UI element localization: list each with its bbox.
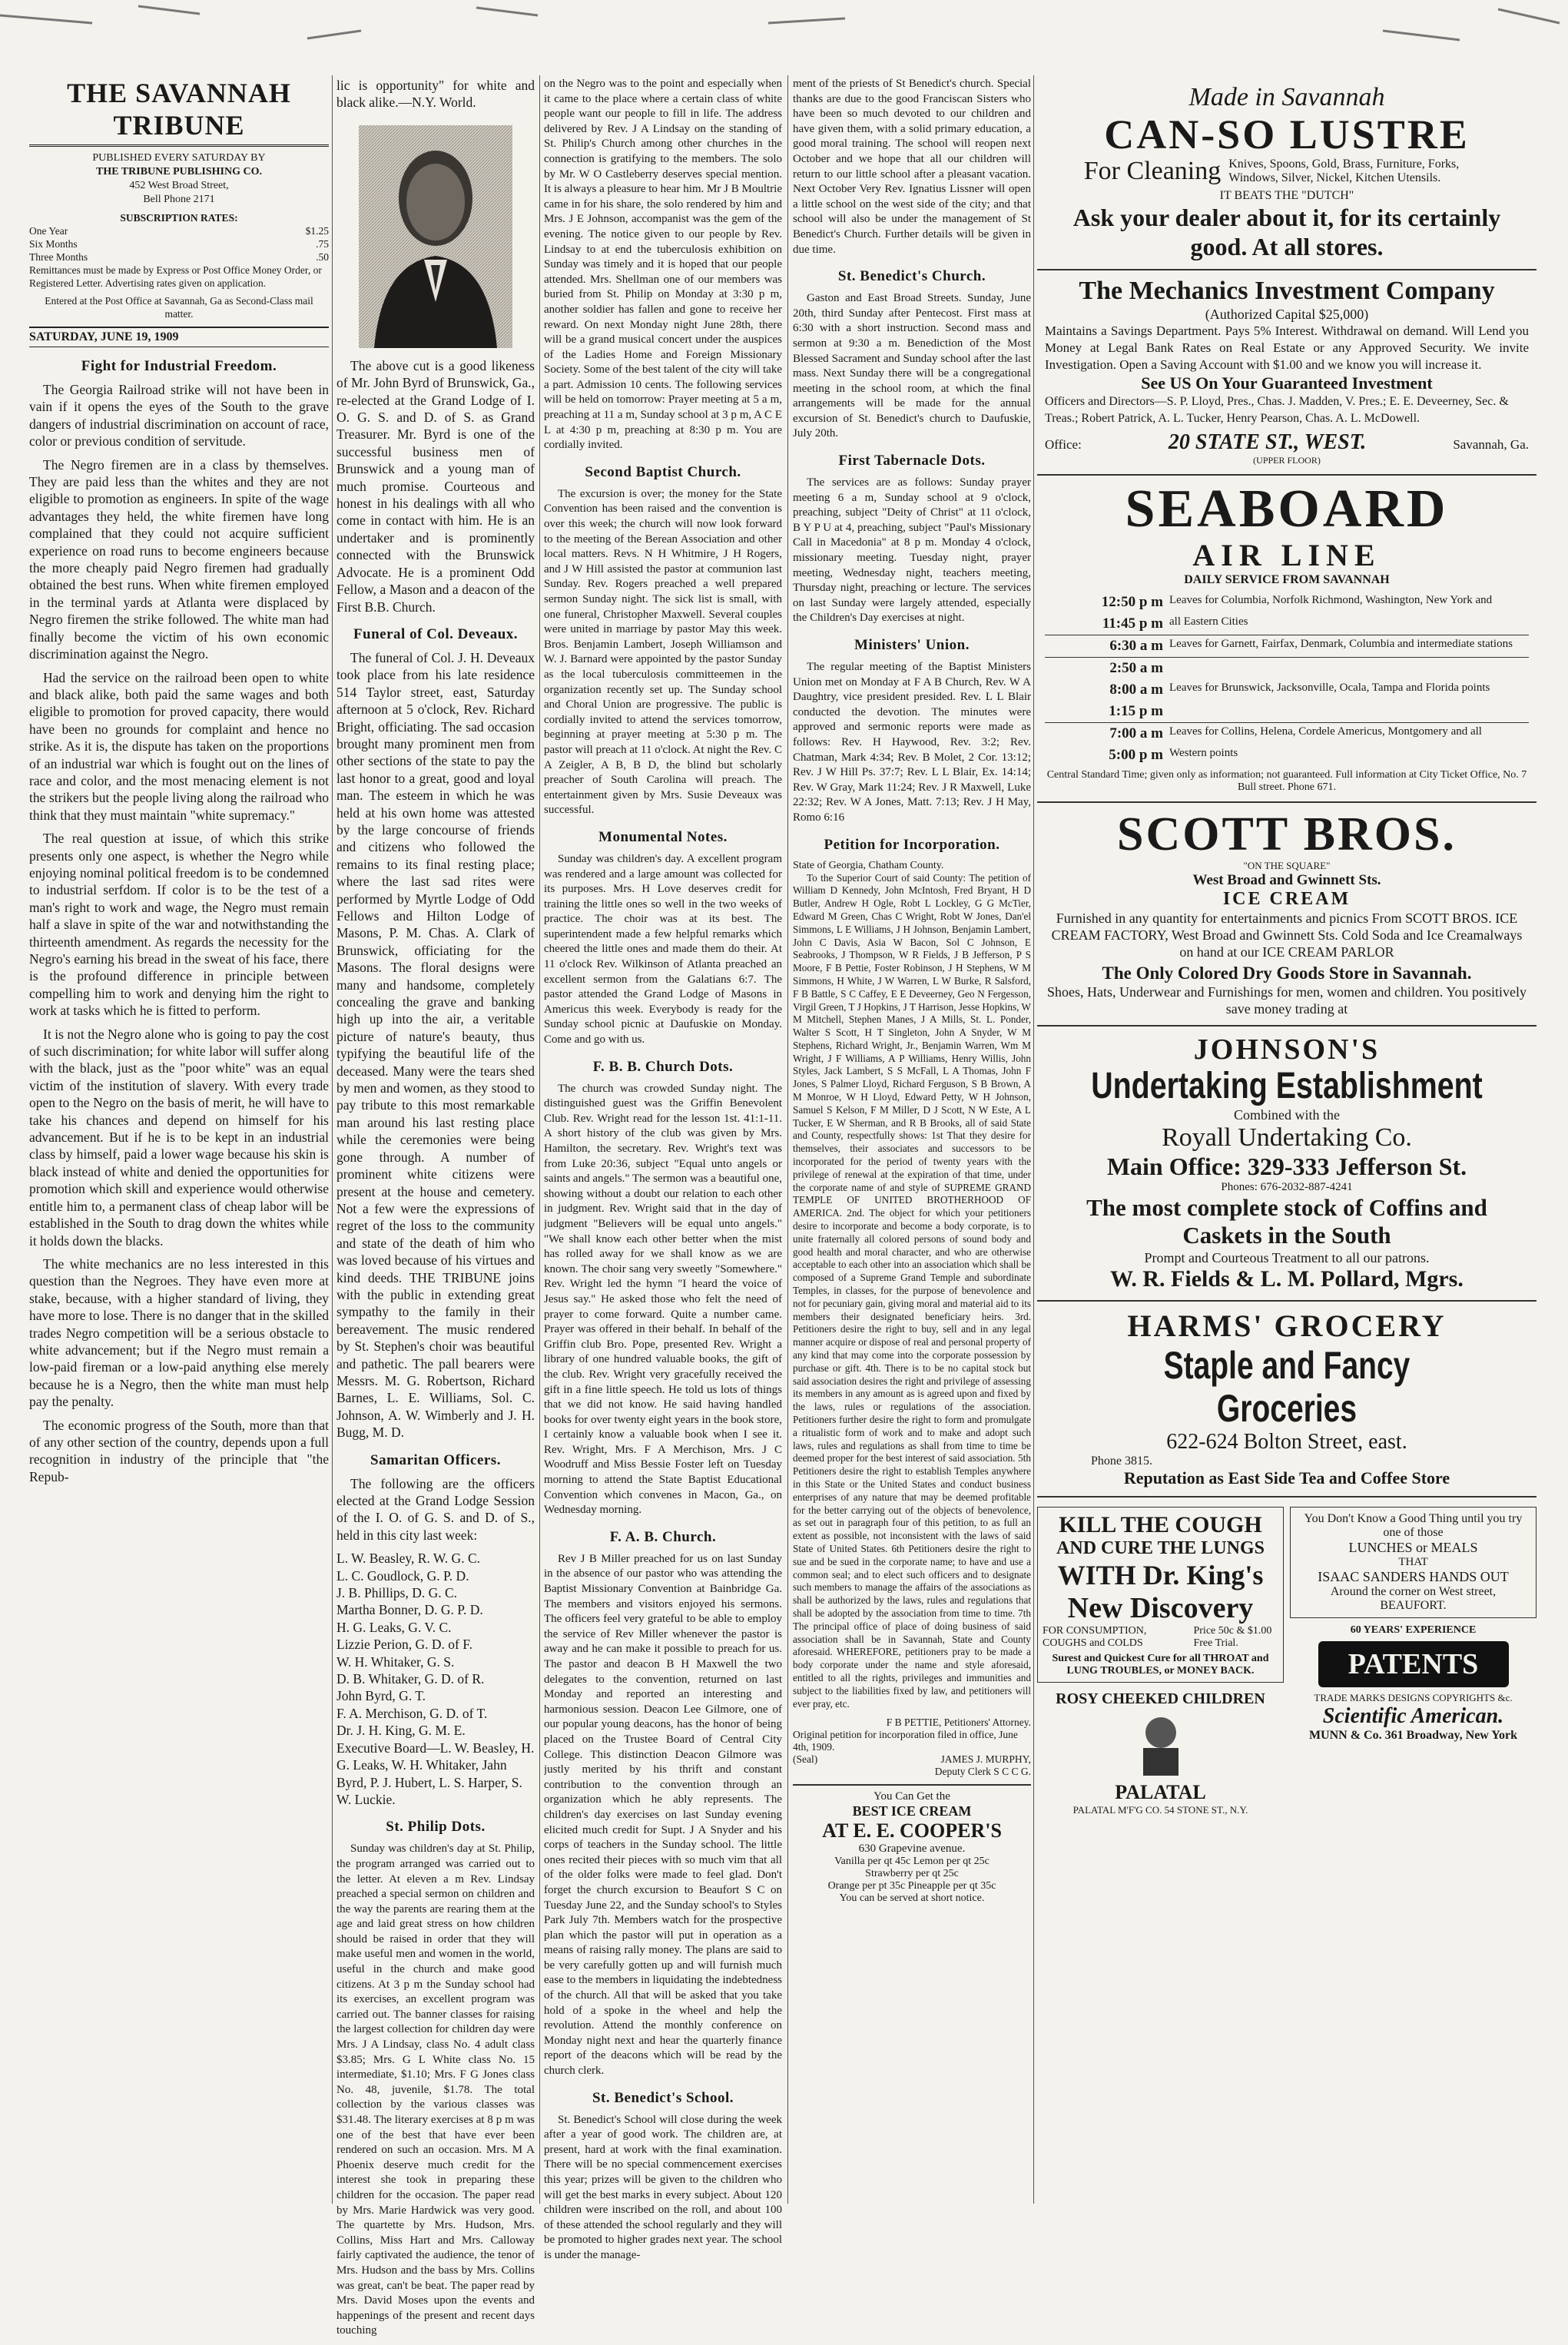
table-row (1045, 745, 1529, 766)
portrait-caption: The above cut is a good likeness of Mr. John Byrd of Brunswick, Ga., re-elected at the Grand Lodge of I. O. G. S. and D. of S. as Grand Treasurer. Mr. Byrd is one of the successful business men of Brunswick and a young man of much promise. Courteous and honest in his dealings with all who come in contact with him. He is an undertaker and is prominently connected with the Brunswick Advocate. He is a prominent Odd Fellow, a Mason and a deacon of the First B.B. Church. (336, 357, 535, 615)
ad-line: DAILY SERVICE FROM SAVANNAH (1184, 573, 1390, 586)
ad-line: Phone 3815. (1091, 1454, 1152, 1468)
ad-line: Around the corner on West street, (1330, 1585, 1497, 1598)
article-paragraph: The white mechanics are no less interested in this question than the Negroes. They have even more at stake, because, with a higher standard of living, they have more to lose. There is no danger that in the skilled trades Negro competition will be a serious obstacle to white advancement; but if the Negro must remain a low-paid fireman or a low-paid anything else merely because he is a Negro, then the white man must help pay the penalty. (29, 1255, 329, 1410)
table-row (1045, 679, 1529, 701)
table-row (1045, 635, 1529, 658)
children-illustration (1126, 1708, 1195, 1777)
ad-line: Savannah, Ga. (1453, 437, 1529, 452)
petition-state: State of Georgia, Chatham County. (793, 859, 944, 871)
headline-second-baptist: Second Baptist Church. (585, 463, 741, 480)
ad-line: (UPPER FLOOR) (1253, 455, 1321, 466)
ad-title: SEABOARD (1125, 479, 1449, 539)
rate-term: Three Months (29, 251, 88, 263)
article-paragraph: Rev J B Miller preached for us on last Sunday in the absence of our pastor who was attending the Baptist Missionary Convention at Bainbridge Ga. The members and visitors enjoyed his sermons. The officers feel very grateful to be able to employ the service of Rev Miller whenever the pastor is away and he can make it possible to preach for us. The pastor and deacon B H Maxwell the two delegates to the convention, returned on last Monday and reported an interesting and harmonious session. Deacon Lee Gilmore, one of our popular young deacons, has the honor of being placed on the Trustee Board of Central City College. This distinction Deacon Gilmore was justly merited by his thrift and constant contribution to the convention through an organization which he ably represents. The children's day exercises on last Sunday evening elicited much credit for Supt. J A Snyder and his corps of teachers in the Sunday school. The little ones recited their pieces with so much vim that all of the older folks were made to feel glad. Don't forget the church excursion to Beaufort S C on Tuesday June 22, and the Sunday school's to Styles Park July 7th. Members watch for the prospective plan which the pastor will put in operation as a means of raising rally money. The plans are said to be very carefully gotten up and will furnish much ease to the members in liquidating the indebtedness of the church. All that will be asked that you take hold of a spoke in the wheel and help the revolution. Attend the monthly conference on Monday night next and hear the quarterly finance report of the deacons which will be read by the church clerk. (544, 1552, 782, 2078)
officer-list (336, 1550, 535, 1808)
headline-samaritan: Samaritan Officers. (370, 1451, 501, 1468)
ad-line: Phones: 676-2032-887-4241 (1221, 1181, 1353, 1193)
ad-line: THAT (1398, 1556, 1428, 1568)
cooper-line: BEST ICE CREAM (852, 1803, 972, 1819)
small-ads-row (1037, 1498, 1537, 1816)
article-paragraph: St. Benedict's School will close during the week after a year of good work. The children are, at present, hard at work with the final examination. There will be no special commencement exercises this year; prizes will be given to the children who will get the best marks in every subject. About 120 children were inscribed on the roll, and about 100 of these attended the school regularly and they will be promoted to higher grades next year. The school is under the manage- (544, 2113, 782, 2261)
schedule-dest: Leaves for Columbia, Norfolk Richmond, Washington, New York and (1169, 594, 1493, 606)
article-paragraph: Sunday was children's day. A excellent program was rendered and a large amount was collected for its purposes. Mrs. H Love deserves credit for training the little ones so well in the two weeks of practice. The choir was at its best. The superintendent made a few helpful remarks which cheered the little ones and made them do their. At 11 o'clock Rev. Wilkinson of Atlanta preached an excellent sermon from the Galatians 6:7. The pastor attended the Grand Lodge of Masons in Americus this week. Everybody is ready for the Sunday school picnic at Daufuskie on Monday. Come and go with us. (544, 852, 782, 1046)
table-row (1045, 613, 1529, 635)
article-paragraph: It is not the Negro alone who is going to pay the cost of such discrimination; for white labor will suffer along with the black, just as the "poor white" was an equal victim of the institution of slavery. With every trade open to the Negro on the basis of merit, he will have to take his chances and depend on himself for his advancement. But if he is to be kept in an industrial class by himself, paid a lower wage because his skin is black instead of white and denied the opportunities for promotion which skill and experience would otherwise entitle him to, a permanent class of cheap labor will be established in the South to drag down the whites while it holds down the blacks. (29, 1026, 329, 1249)
petition-text: To the Superior Court of said County: The petition of William D Kennedy, John McIntosh, Fred Bryant, H D Butler, Andrew H Ogle, Robt L Lockley, G G McTier, Edward M Green, Chas C Wright, Robt W Jones, Dan'el Simmons, L E Williams, J H Johnson, Benjamin Lambert, John C Davis, Asia W Bacon, Sol C Johnson, E Seabrooks, J Thompson, W R Fields, J B Jefferson, P S Moore, F B Pettie, Foster Robinson, J H Stephens, W M Simmons, H White, J W Warren, L W Burke, R Salsford, F B Battle, S C Caffey, E E Deveerney, Geo N Fergesson, Virgil Green, T J Hopkins, J T Harrison, Jesse Hopkins, W M Mitchell, Stephen Manes, J A Mills, St. L. Ponder, Walter S Scott, H T Singleton, John A Snyder, W M Stephens, Richard Wright, Jr., Benjamin Warren, Wm M Wright, J F Williams, A P Williams, Henry Willis, John Styles, Jack Lambert, S S McFall, L A Thomas, John F Jones, S Palmer Lloyd, Richard Ferguson, S B Brown, A M Monroe, W H Lloyd, Edward Petty, W H Johnson, Samuel S Kelson, F M Miller, D J Scott, N W Este, A L Tucker, E W Sherman, and R B Brooks, all of said State and County, respectfully shows: 1st That they desire for themselves, their associates and successors to be incorporated for the period of twenty years with the privilege of renewal at the expiration of that time, under the corporate name of and style of SUPREME GRAND TEMPLE OF UNITED BROTHERHOOD OF AMERICA. 2nd. The object for which your petitioners desire to incorporate and become a body corporate, is to unite fraternally all colored persons of sound body and good health and moral character, and who are otherwise acceptable to each other into an association which shall be composed of a Supreme Grand Temple and subordinate Temples, in classes, for the purpose of benevolence and not for pecuniary gain, giving moral and material aid to its members their designated beneficiary heirs. 3rd. Petitioners desire the right to buy, sell and in any legal manner acquire or dispose of real and personal property of any kind that may come into the corporate possession by purchase or gift. 4th. There is to be no capital stock but said association desires the right and privilege of assessing its members in any amount as is agreed upon and fixed by the laws, rules or regulations of the association. Petitioners further desire the right to form and promulgate a ritualistic form of work and to make and adopt such laws, rules and regulations as shall from time to time be deemed proper for the best interest of said association. 5th Petitioners desire the right to establish Temples anywhere in this State or the United States and conduct business enterprises of any nature that may be deemed profitable for the better carrying out of the objects of benevolence, as set out in paragraph four of this petition, to as full an extent as possible, not inconsistent with the laws of said State of United States. 6th Petitioners desire the right to sue and be sued in the corporate name; to have and use a common seal; and to elect such officers and to designate such members to manage the affairs of the associations as shall be authorized by the laws, rules and regulations that shall be adopted by the association from time to time. 7th The principal office of place of doing business of said association shall be in Savannah, State and County aforesaid. WHEREFORE, petitioners pray to be made a body corporate under the name and style aforesaid, entitled to all the rights, privileges and immunities and subject to the liabilities fixed by law, and petitioners will ever pray, etc. (793, 871, 1031, 1710)
schedule-dest: Leaves for Brunswick, Jacksonville, Ocala, Tampa and Florida points (1169, 682, 1490, 694)
ad-title: New Discovery (1067, 1592, 1254, 1624)
ad-line: BEAUFORT. (1380, 1599, 1447, 1612)
list-item: D. B. Whitaker, G. D. of R. (336, 1671, 485, 1687)
table-row (1045, 658, 1529, 680)
cooper-line: You can be served at short notice. (839, 1892, 985, 1905)
harms-grocery-ad (1037, 1302, 1537, 1498)
subscription-rates (29, 211, 329, 320)
ad-line: Shoes, Hats, Underwear and Furnishings for men, women and children. You positively save money trading at (1047, 984, 1527, 1017)
ad-line: Knives, Spoons, Gold, Brass, Furniture, Forks, Windows, Silver, Nickel, Kitchen Utensils. (1228, 158, 1460, 184)
headline-fab-church: F. A. B. Church. (609, 1528, 717, 1545)
table-row (1045, 701, 1529, 723)
ad-line: FOR CONSUMPTION, COUGHS and COLDS (1043, 1625, 1147, 1649)
ad-line: AIR LINE (1192, 538, 1381, 572)
mechanics-investment-ad (1037, 270, 1537, 476)
list-item: W. H. Whitaker, G. S. (336, 1653, 455, 1670)
list-item: F. A. Merchison, G. D. of T. (336, 1705, 488, 1721)
ad-title: CAN-SO LUSTRE (1104, 111, 1470, 158)
headline-monumental: Monumental Notes. (598, 828, 728, 845)
list-item: Lizzie Perion, G. D. of F. (336, 1637, 472, 1653)
ad-line: AND CURE THE LUNGS (1056, 1538, 1265, 1558)
ad-line: (Authorized Capital $25,000) (1205, 307, 1369, 322)
ad-line: LUNCHES or MEALS (1348, 1540, 1478, 1555)
list-item: Martha Bonner, D. G. P. D. (336, 1602, 483, 1618)
article-paragraph: The following are the officers elected at the Grand Lodge Session of the I. O. of G. S. and D. of S., held in this city last week: (336, 1475, 535, 1543)
list-item: J. B. Phillips, D. G. C. (336, 1585, 458, 1601)
ad-title: SCOTT BROS. (1117, 808, 1457, 861)
article-paragraph: Had the service on the railroad been open to white and black alike, both paid the same wages and both eligible to promotion for proved capacity, there would have been no grounds for complaint and hence no strike. As it is, the dispute has taken on the proportions of an industrial war which is fought out on the lines of race and color, and the most menacing element is not the strikers but the people living along the railroad who think that they must maintain "white supremacy." (29, 669, 329, 823)
headline-funeral: Funeral of Col. Deveaux. (353, 625, 519, 642)
ad-line: Office: (1045, 437, 1082, 452)
schedule-time: 7:00 a m (1109, 725, 1163, 741)
ad-title: HARMS' GROCERY (1127, 1308, 1447, 1343)
entered-note: Entered at the Post Office at Savannah, Ga as Second-Class mail matter. (45, 295, 313, 320)
seaboard-air-line-ad (1037, 476, 1537, 803)
schedule-dest (1166, 658, 1529, 680)
petition-attorney: F B PETTIE, Petitioners' Attorney. (886, 1716, 1031, 1729)
remittance-note: Remittances must be made by Express or Post Office Money Order, or Registered Letter. Advertising rates given on application. (29, 264, 322, 289)
cooper-line: You Can Get the (874, 1790, 950, 1803)
schedule-time: 1:15 p m (1109, 703, 1163, 719)
ad-line: Main Office: 329-333 Jefferson St. (1106, 1153, 1467, 1180)
ad-line: "ON THE SQUARE" (1243, 860, 1331, 871)
column-rule (1033, 75, 1034, 2204)
article-paragraph: The real question at issue, of which this strike presents only one aspect, is whether the Negro while enjoying nominal political freedom is to be condemned to industrial serfdom. If color is to be the test of a man's right to work and wage, the Negro must remain half a slave in spite of the war and notwithstanding the thirteenth amendment. As regards the necessity for the Negro's earning his bread in the sweat of his face, there is the profound difference in principle between compelling him to work and denying him the right to work at tasks which he is fitted to perform. (29, 831, 329, 1019)
johnsons-undertaking-ad (1037, 1027, 1537, 1302)
ad-line: MUNN & Co. 361 Broadway, New York (1308, 1729, 1518, 1742)
list-item: L. C. Goudlock, G. P. D. (336, 1567, 469, 1584)
ad-line: Scientific American. (1322, 1704, 1504, 1728)
list-item: John Byrd, G. T. (336, 1688, 426, 1704)
masthead-title: THE SAVANNAH TRIBUNE (29, 77, 329, 147)
cooper-name: AT E. E. COOPER'S (822, 1819, 1002, 1842)
list-item: Dr. J. H. King, G. M. E. (336, 1723, 466, 1739)
sanders-and-patents-ads (1290, 1502, 1537, 1816)
ad-line: Surest and Quickest Cure for all THROAT and LUNG TROUBLES, or MONEY BACK. (1052, 1653, 1269, 1677)
published-line: PUBLISHED EVERY SATURDAY BY (92, 152, 266, 164)
schedule-time: 5:00 p m (1109, 747, 1163, 763)
ad-line: You Don't Know a Good Thing until you try one of those (1304, 1512, 1523, 1539)
ad-title: JOHNSON'S (1193, 1033, 1381, 1066)
schedule-dest: Leaves for Garnett, Fairfax, Denmark, Columbia and intermediate stations (1169, 638, 1513, 650)
ad-line: West Broad and Gwinnett Sts. (1192, 872, 1381, 888)
ad-line: Price 50c & $1.00 Free Trial. (1193, 1625, 1272, 1649)
list-item: H. G. Leaks, G. V. C. (336, 1619, 452, 1635)
page-top-edge (0, 0, 1568, 75)
ad-line: Prompt and Courteous Treatment to all our patrons. (1144, 1250, 1430, 1265)
ad-title: PATENTS (1318, 1641, 1509, 1687)
publisher-address: 452 West Broad Street, (129, 180, 229, 191)
schedule-time: 2:50 a m (1109, 660, 1163, 676)
column-1 (29, 77, 329, 1491)
list-item: L. W. Beasley, R. W. G. C. (336, 1551, 480, 1567)
article-paragraph: The Negro firemen are in a class by themselves. They are paid less than the whites and they are not eligible to promotion as engineers. In spite of the wage advantages they held, the white firemen have long complained that they could not acquire sufficient experience on road runs to become engineers because the more cheaply paid Negro firemen had gradually obtained the best runs. When white firemen employed in the terminal yards at Atlanta were displaced by Negro firemen the strike followed. The white man had finally become the victim of his own economic discrimination against the Negro. (29, 456, 329, 662)
article-paragraph: The church was crowded Sunday night. The distinguished guest was the Griffin Benevolent Club. Rev. Wright read for the lesson 1st. 41:1-11. A short history of the club was given by Mrs. Hamilton, the secretary. Rev. Wright's text was from Luke 20:36, subject "Equal unto angels or saints and angels." The sermon was a beautiful one, showing without a doubt our relation to each other in judgment. Rev. Wright said that in the day of judgment "Believers will be equal unto angels." "We shall know each other better when the mist has rolled away for we shall know as we are known. The choir sang very sweetly "Somewhere." Rev. Wright led the hymn "I heard the voice of Jesus say." He asked those who felt the need of prayer to come forward. Quite a number came. Prayer was offered in their behalf. In behalf of the Griffin club Bro. Pope, presented Rev. Wright a library of one hundred valuable books, the gift of the club. Rev. Wright very gracefully received the gift in a fine little speech. He told us lots of things that we did not know. He said having handled books for over twenty eight years in the book store, I certainly know a valuable book when I see it. Rev. Wright, Mrs. F A Merchison, Mrs. J C Woodruff and Miss Bessie Foster left on Tuesday morning to attend the State Baptist Educational Convention which convenes in Macon, Ga., on Wednesday morning. (544, 1082, 782, 1517)
ad-line: 20 STATE ST., WEST. (1168, 430, 1367, 454)
ad-line: The most complete stock of Coffins and Caskets in the South (1086, 1194, 1487, 1249)
article-paragraph: The excursion is over; the money for the State Convention has been raised and the convention is over this week; the church will now look forward to the meeting of the Berean Association and other local matters. Revs. N H Whitmire, J H Rogers, and J W Hill assisted the pastor at communion last Sunday. Rev. Rogers preached a well prepared sermon Sunday night. The sick list is small, with one funeral, Christopher Maxwell. Several couples were united in marriage by pastor May this week. Bros. Benjamin Lambert, Joseph Williamson and W. J. Barnard were appointed by the pastor Sunday as the local tuberculosis committeemen in the organization recently set up. The Sunday school and Choral Union are progressive. The public is cordially invited to attend the services tomorrow, beginning at prayer meeting at 5:30 p m. The pastor will preach at 11 o'clock. At night the Rev. C A Zeigler, A B, B D, the blind but scholarly preacher of South Carolina will preach. The entertainment given by Mrs. Susie Deveaux was successful. (544, 487, 782, 817)
ad-line: See US On Your Guaranteed Investment (1141, 373, 1433, 393)
seal-label: (Seal) (793, 1753, 818, 1766)
rate-row (29, 237, 329, 250)
ad-line: KILL THE COUGH (1059, 1512, 1262, 1537)
headline-first-tabernacle: First Tabernacle Dots. (838, 453, 986, 469)
schedule-dest: Leaves for Collins, Helena, Cordele Americus, Montgomery and all (1169, 725, 1482, 738)
advertisement-column (1037, 77, 1537, 1816)
headline-st-benedict-school: St. Benedict's School. (592, 2089, 734, 2106)
ad-line: IT BEATS THE "DUTCH" (1219, 189, 1354, 202)
portrait-john-byrd (359, 125, 512, 348)
headline-ministers-union: Ministers' Union. (854, 637, 970, 653)
ad-line: The Only Colored Dry Goods Store in Savannah. (1102, 964, 1472, 983)
article-paragraph: The regular meeting of the Baptist Ministers Union met on Monday at F A B Church, Rev. W A Daughtry, vice president presided. Rev. L L Blair conducted the devotion. The minutes were approved and sermonic reports were made as follows: Rev. H Haywood, Rev. 3:2; Rev. Chatman, Mark 4:34; Rev. B Molet, 2 Cor. 13:12; Rev. J W Hill Ps. 37:7; Rev. L L Blair, Ex. 14:14; Rev. W Gray, Mark 11:24; Rev. J R Maxwell, Luke 22:32; Rev. W A Jones, Matt. 7:13; Rev. J H May, Romo 6:16 (793, 661, 1031, 824)
ad-line: Officers and Directors—S. P. Lloyd, Pres., Chas. J. Madden, V. Pres.; E. E. Deveerney, Sec. & Treas.; Robert Patrick, A. L. Tucker, Henry Pearson, Chas. A. L. McDowell. (1045, 395, 1509, 425)
clerk-title: Deputy Clerk S C C G. (934, 1766, 1031, 1778)
ad-title: The Mechanics Investment Company (1079, 277, 1495, 305)
ad-line: W. R. Fields & L. M. Pollard, Mgrs. (1110, 1266, 1464, 1292)
ad-line: Combined with the (1234, 1107, 1340, 1123)
column-3 (544, 77, 782, 2270)
schedule-dest (1166, 701, 1529, 723)
headline-petition: Petition for Incorporation. (824, 836, 1000, 853)
ad-line: Staple and Fancy Groceries (1163, 1344, 1411, 1430)
canso-lustre-ad (1037, 77, 1537, 270)
column-2 (336, 77, 535, 2345)
ad-line: WITH Dr. King's (1057, 1560, 1264, 1590)
ad-line: For Cleaning (1083, 157, 1222, 185)
rates-heading: SUBSCRIPTION RATES: (120, 212, 238, 224)
article-continuation: lic is opportunity" for white and black alike.—N.Y. World. (336, 78, 535, 111)
column-rule (539, 75, 540, 2204)
article-paragraph: The economic progress of the South, more than that of any other section of the country, depends upon a full recognition in industry of the principle that "the Repub- (29, 1417, 329, 1484)
ad-line: Reputation as East Side Tea and Coffee Store (1123, 1468, 1450, 1488)
ad-line: ICE CREAM (1222, 889, 1351, 909)
headline-st-benedict-church: St. Benedict's Church. (837, 268, 986, 285)
table-row (1045, 723, 1529, 745)
article-paragraph: Sunday was children's day at St. Philip, the program arranged was carried out to the letter. At eleven a m Rev. Lindsay preached a special sermon on children and the way the parents are rearing them at the age and laid great stress on how children should be raised in order that they will make useful men and women in the world, useful in the church and make good citizens. At 3 p m the Sunday school had its exercises, an excellent program was carried out. The banner classes for raising the largest collection for children day were Mrs. J A Lindsay, class No. 4 adult class $3.85; Mrs. G L White class No. 15 intermediate, $1.10; Mrs. F G Jones class No. 48, juvenile, $1.78. The total collection by the various classes was $31.48. The literary exercises at 8 p m was one of the best that have ever been rendered on such an occasion. Mrs. M A Phoenix deserve much credit for the interest she took in preparing these children for the occasion. The paper read by Mrs. Marie Hardwick was very good. The quartette by Mrs. Hudson, Mrs. Collins, Miss Hart and Mrs. Calloway fairly captivated the audience, the tenor of Mrs. Hudson and the bass by Mrs. Collins was great, can't be beat. The paper read by Mrs. David Moses upon the events and happenings of the present and recent days touching (336, 1842, 535, 2337)
publisher-info (29, 151, 329, 207)
clerk-name: JAMES J. MURPHY, (940, 1753, 1031, 1766)
headline-industrial-freedom: Fight for Industrial Freedom. (81, 358, 277, 374)
rate-price: $1.25 (305, 225, 329, 237)
train-schedule (1045, 592, 1529, 766)
cooper-ad (793, 1784, 1031, 1905)
article-paragraph: The funeral of Col. J. H. Deveaux took place from his late residence 514 Taylor street, east, Saturday afternoon at 5 o'clock, Rev. Richard Bright, officiating. The sad occasion brought many prominent men from other sections of the state to pay the last honor to a great, good and loyal man. The esteem in which he was held at his own home was attested by the large concourse of friends and citizens who followed the remains to its final resting place; where the last sad rites were performed by Myrtle Lodge of Odd Fellows and Hilton Lodge of Masons, P. M. Chas. A. Clark of Brunswick, officiating for the Masons. The floral designs were many and handsome, completely concealing the grave and banking high up into the air, a veritable picture of nature's beauty, thus typifying the beautiful life of the deceased. Many were the tears shed by men and women, as they stood to pay tribute to this most remarkable man around his last resting place while the ceremonies were being gone through. A number of prominent white citizens were present at the house and cemetery. Not a few were the expressions of regret of the loss to the community and state of the death of him who was loved because of his virtues and kind deeds. THE TRIBUNE joins with the public in extending great sympathy to the family in their bereavement. The music rendered by St. Stephen's choir was beautiful and pathetic. The pall bearers were Messrs. M. G. Robertson, Richard Barnes, L. E. Williams, Sol. C. Johnson, A. W. Wimberly and J. H. Bugg, M. D. (336, 649, 535, 1441)
schedule-dest: all Eastern Cities (1169, 615, 1248, 628)
ad-line: Ask your dealer about it, for its certainly good. At all stores. (1072, 204, 1501, 260)
ad-line: 622-624 Bolton Street, east. (1166, 1430, 1407, 1454)
ad-line: PALATAL (1115, 1781, 1206, 1803)
article-paragraph: The Georgia Railroad strike will not have been in vain if it opens the eyes of the South to the grave dangers of industrial discrimination on account of race, color or previous condition of servitude. (29, 382, 329, 449)
schedule-time: 8:00 a m (1109, 682, 1163, 698)
cooper-line: Orange per pt 35c Pineapple per qt 35c (827, 1880, 996, 1892)
ad-line: Furnished in any quantity for entertainments and picnics From SCOTT BROS. ICE CREAM FACTORY, West Broad and Gwinnett Sts. Cold Soda and Ice Creamalways on hand at our ICE CREAM PARLOR (1051, 910, 1523, 960)
ad-line: Central Standard Time; given only as information; not guaranteed. Full information at City Ticket Office, No. 7 Bull street. Phone 671. (1046, 769, 1527, 793)
article-continuation: on the Negro was to the point and especially when it came to the place where a certain class of white people want our people to fill in life. The address delivered by Rev. J A Lindsay on the standing of St. Philip's Church among other churches in the connection is gratifying to the members. The solo by Mr. W O Castleberry deserves special mention. It is always a pleasure to hear him. Mr J B Moultrie came in for his share, the solo rendered by him and Mrs. J E Johnson, accompanist was the gem of the evening. The notice given to our people by Rev. Lindsay to at end the tuberculosis exhibition on Sunday was timely and it is hoped that our people attended. Mrs. Shellman one of our members was buried from St. Philip on Monday at 3:30 p m, another soldier has fallen and gone to receive her reward. On next Monday night June 28th, there will be a grand musical concert under the auspices of the Ladies Home and Foreign Missionary Society. Some of the best talent of the city will take a part. Admission 10 cents. The following services will be held on tomorrow: Prayer meeting at 5 a m, preaching at 11 a m, Sunday school at 3 p m, A C E L at 4:30 p m, preaching at 8:30 p m. You are cordially invited. (544, 78, 782, 452)
ad-line: ROSY CHEEKED CHILDREN (1056, 1690, 1265, 1707)
schedule-time: 11:45 p m (1102, 615, 1163, 632)
ad-line: ISAAC SANDERS HANDS OUT (1318, 1569, 1509, 1584)
rate-term: Six Months (29, 238, 78, 250)
ad-line: TRADE MARKS DESIGNS COPYRIGHTS &c. (1314, 1692, 1513, 1703)
headline-st-philip: St. Philip Dots. (386, 1819, 486, 1836)
rate-term: One Year (29, 225, 68, 237)
article-paragraph: The services are as follows: Sunday prayer meeting 6 a m, Sunday school at 9 o'clock, preaching, subject "Deity of Christ" at 11 o'clock, B Y P U at 4, preaching, subject "Paul's Missionary Call in Macedonia" at 8 p m. Monday 4 o'clock, missionary meeting. Tuesday night, prayer meeting, Wednesday night, teachers meeting, Thursday night, preaching or lecture. The services on last Sunday were largely attended, especially the Children's Day exercises at night. (793, 476, 1031, 625)
schedule-time: 12:50 p m (1101, 594, 1163, 610)
ad-line: 60 YEARS' EXPERIENCE (1350, 1624, 1477, 1636)
ad-line: Maintains a Savings Department. Pays 5% Interest. Withdrawal on demand. Will Lend you Money at Legal Bank Rates on Real Estate or any Approved Security. We invite Investigation. Open a Saving Account with $1.00 and we know you will increase it. (1045, 323, 1529, 372)
ad-line: Undertaking Establishment (1091, 1066, 1483, 1106)
petition-clerk (793, 1753, 1031, 1778)
scott-bros-ad (1037, 803, 1537, 1027)
schedule-dest: Western points (1169, 747, 1238, 759)
column-rule (787, 75, 788, 2204)
issue-date: SATURDAY, JUNE 19, 1909 (29, 327, 329, 347)
list-item: Executive Board—L. W. Beasley, H. G. Leaks, W. H. Whitaker, Jahn Byrd, P. J. Hubert, L. S. Harper, S. W. Luckie. (336, 1740, 535, 1807)
schedule-time: 6:30 a m (1109, 638, 1163, 654)
cooper-line: 630 Grapevine avenue. (858, 1842, 966, 1856)
publisher-phone: Bell Phone 2171 (143, 194, 215, 205)
dr-king-ad (1037, 1502, 1284, 1816)
ad-line: Royall Undertaking Co. (1162, 1123, 1412, 1152)
cooper-line: Strawberry per qt 25c (865, 1868, 959, 1880)
cooper-line: Vanilla per qt 45c Lemon per qt 25c (834, 1856, 990, 1868)
column-rule (332, 75, 333, 2204)
rate-row (29, 250, 329, 264)
rate-price: .75 (316, 238, 329, 250)
ad-line: PALATAL M'F'G CO. 54 STONE ST., N.Y. (1072, 1804, 1248, 1816)
ad-line: Made in Savannah (1188, 83, 1385, 111)
headline-fbb-church: F. B. B. Church Dots. (592, 1058, 734, 1075)
rate-price: .50 (316, 251, 329, 263)
petition-filed: Original petition for incorporation filed in office, June 4th, 1909. (793, 1729, 1018, 1753)
rate-row (29, 224, 329, 237)
publisher-name: THE TRIBUNE PUBLISHING CO. (95, 166, 262, 177)
table-row (1045, 592, 1529, 613)
column-4 (793, 77, 1031, 1905)
article-continuation: ment of the priests of St Benedict's church. Special thanks are due to the good Franciscan Sisters who have been so much devoted to our children and have given them, with a solid primary education, a good moral training. The school will reopen next October and we hope that all our children will return to our little school after a pleasant vacation. Next October Very Rev. Ignatius Lissner will open a little school on the west side of the city; and that school will also be under the management of St Benedict's Church. Further details will be given in due time. (793, 78, 1031, 256)
article-paragraph: Gaston and East Broad Streets. Sunday, June 20th, third Sunday after Pentecost. First mass at 6:30 with a short instruction. Second mass and sermon at 9:30 a m. Benediction of the Most Blessed Sacrament and Sunday school after the last mass. Next Sunday there will be a congregational meeting in the school room, at which the final arrangements will be made for the annual excursion of St. Benedict's church to Daufuskie, July 20th. (793, 292, 1031, 440)
